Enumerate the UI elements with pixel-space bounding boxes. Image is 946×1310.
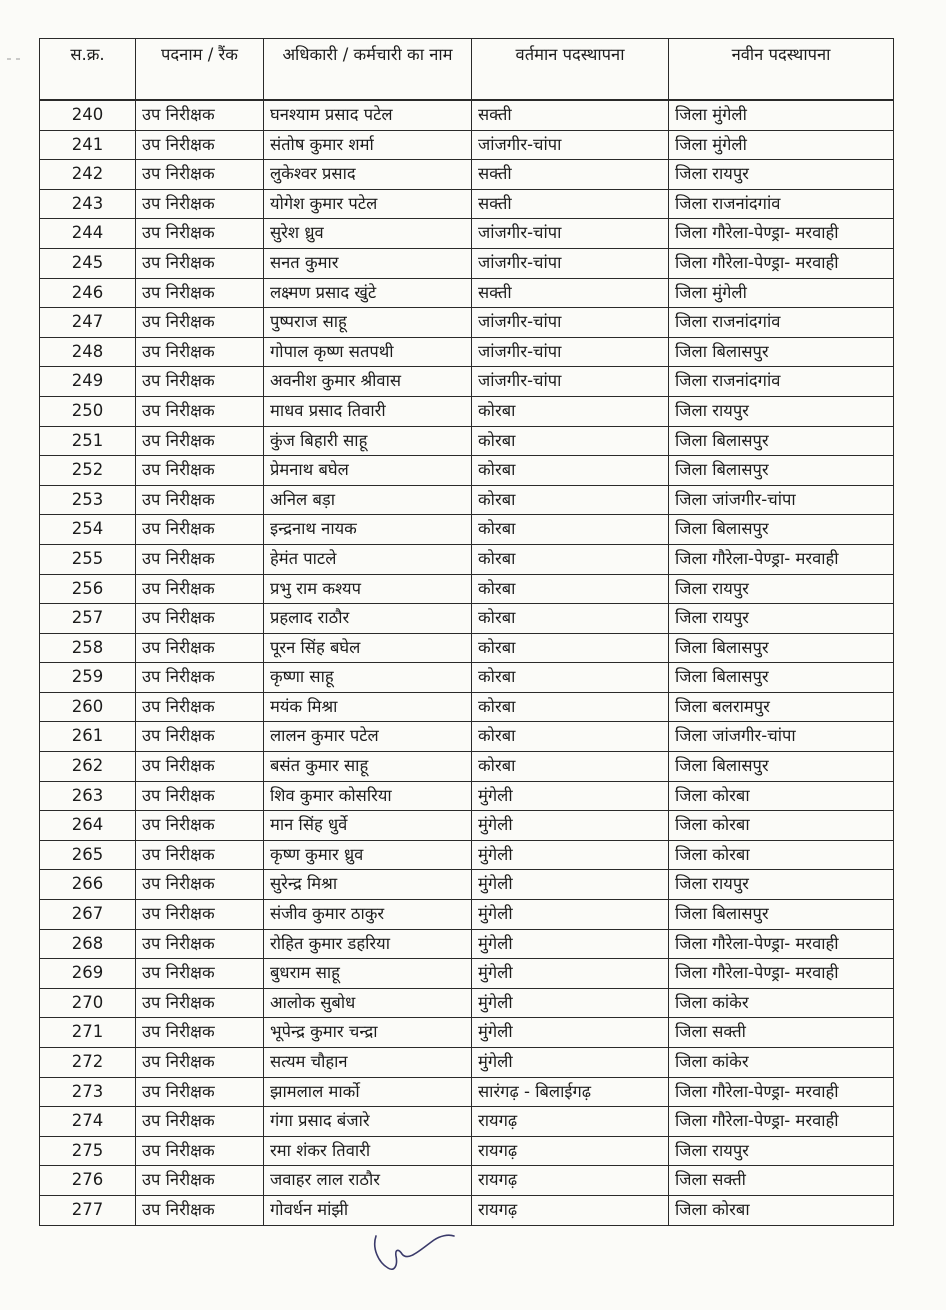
name-cell: कुंज बिहारी साहू bbox=[264, 426, 472, 456]
serial-cell: 265 bbox=[40, 840, 136, 870]
new-posting-cell: जिला बिलासपुर bbox=[669, 456, 894, 486]
header-row bbox=[40, 39, 894, 101]
table-row bbox=[40, 219, 894, 249]
name-cell: मान सिंह धुर्वे bbox=[264, 811, 472, 841]
table-row bbox=[40, 248, 894, 278]
serial-cell: 245 bbox=[40, 248, 136, 278]
rank-cell: उप निरीक्षक bbox=[136, 278, 264, 308]
new-posting-cell: जिला गौरेला-पेण्ड्रा- मरवाही bbox=[669, 544, 894, 574]
table-row bbox=[40, 367, 894, 397]
new-posting-cell: जिला कांकेर bbox=[669, 1048, 894, 1078]
rank-cell: उप निरीक्षक bbox=[136, 367, 264, 397]
table-row bbox=[40, 160, 894, 190]
new-posting-cell: जिला राजनांदगांव bbox=[669, 367, 894, 397]
table-row bbox=[40, 278, 894, 308]
serial-cell: 272 bbox=[40, 1048, 136, 1078]
table-row bbox=[40, 840, 894, 870]
header-serial: स.क्र. bbox=[40, 39, 136, 101]
name-cell: पुष्पराज साहू bbox=[264, 308, 472, 338]
new-posting-cell: जिला बिलासपुर bbox=[669, 663, 894, 693]
current-posting-cell: मुंगेली bbox=[472, 1048, 669, 1078]
table-row bbox=[40, 544, 894, 574]
new-posting-cell: जिला बिलासपुर bbox=[669, 515, 894, 545]
table-row bbox=[40, 1018, 894, 1048]
serial-cell: 249 bbox=[40, 367, 136, 397]
serial-cell: 267 bbox=[40, 900, 136, 930]
serial-cell: 256 bbox=[40, 574, 136, 604]
name-cell: लुकेश्वर प्रसाद bbox=[264, 160, 472, 190]
current-posting-cell: रायगढ़ bbox=[472, 1195, 669, 1225]
serial-cell: 257 bbox=[40, 604, 136, 634]
rank-cell: उप निरीक्षक bbox=[136, 1077, 264, 1107]
table-row bbox=[40, 515, 894, 545]
scan-mark bbox=[6, 56, 26, 62]
new-posting-cell: जिला गौरेला-पेण्ड्रा- मरवाही bbox=[669, 1077, 894, 1107]
rank-cell: उप निरीक्षक bbox=[136, 840, 264, 870]
table-row bbox=[40, 189, 894, 219]
signature-mark bbox=[368, 1228, 458, 1280]
table-row bbox=[40, 722, 894, 752]
name-cell: पूरन सिंह बघेल bbox=[264, 633, 472, 663]
new-posting-cell: जिला रायपुर bbox=[669, 396, 894, 426]
current-posting-cell: रायगढ़ bbox=[472, 1107, 669, 1137]
current-posting-cell: मुंगेली bbox=[472, 988, 669, 1018]
current-posting-cell: सारंगढ़ - बिलाईगढ़ bbox=[472, 1077, 669, 1107]
new-posting-cell: जिला मुंगेली bbox=[669, 100, 894, 130]
current-posting-cell: सक्ती bbox=[472, 100, 669, 130]
serial-cell: 260 bbox=[40, 692, 136, 722]
new-posting-cell: जिला रायपुर bbox=[669, 1136, 894, 1166]
rank-cell: उप निरीक्षक bbox=[136, 100, 264, 130]
current-posting-cell: रायगढ़ bbox=[472, 1136, 669, 1166]
serial-cell: 275 bbox=[40, 1136, 136, 1166]
rank-cell: उप निरीक्षक bbox=[136, 1166, 264, 1196]
table-row bbox=[40, 426, 894, 456]
name-cell: लक्ष्मण प्रसाद खुंटे bbox=[264, 278, 472, 308]
new-posting-cell: जिला गौरेला-पेण्ड्रा- मरवाही bbox=[669, 1107, 894, 1137]
table-row bbox=[40, 1166, 894, 1196]
rank-cell: उप निरीक्षक bbox=[136, 663, 264, 693]
name-cell: संतोष कुमार शर्मा bbox=[264, 130, 472, 160]
name-cell: प्रहलाद राठौर bbox=[264, 604, 472, 634]
new-posting-cell: जिला रायपुर bbox=[669, 574, 894, 604]
rank-cell: उप निरीक्षक bbox=[136, 1136, 264, 1166]
rank-cell: उप निरीक्षक bbox=[136, 1048, 264, 1078]
name-cell: गोवर्धन मांझी bbox=[264, 1195, 472, 1225]
table-row bbox=[40, 633, 894, 663]
name-cell: अनिल बड़ा bbox=[264, 485, 472, 515]
name-cell: अवनीश कुमार श्रीवास bbox=[264, 367, 472, 397]
serial-cell: 252 bbox=[40, 456, 136, 486]
current-posting-cell: जांजगीर-चांपा bbox=[472, 130, 669, 160]
name-cell: कृष्ण कुमार ध्रुव bbox=[264, 840, 472, 870]
table-row bbox=[40, 692, 894, 722]
serial-cell: 271 bbox=[40, 1018, 136, 1048]
serial-cell: 261 bbox=[40, 722, 136, 752]
new-posting-cell: जिला बिलासपुर bbox=[669, 337, 894, 367]
name-cell: सुरेश ध्रुव bbox=[264, 219, 472, 249]
rank-cell: उप निरीक्षक bbox=[136, 692, 264, 722]
rank-cell: उप निरीक्षक bbox=[136, 396, 264, 426]
rank-cell: उप निरीक्षक bbox=[136, 456, 264, 486]
table-row bbox=[40, 1077, 894, 1107]
serial-cell: 258 bbox=[40, 633, 136, 663]
serial-cell: 264 bbox=[40, 811, 136, 841]
rank-cell: उप निरीक्षक bbox=[136, 130, 264, 160]
name-cell: हेमंत पाटले bbox=[264, 544, 472, 574]
rank-cell: उप निरीक्षक bbox=[136, 308, 264, 338]
serial-cell: 247 bbox=[40, 308, 136, 338]
current-posting-cell: कोरबा bbox=[472, 604, 669, 634]
name-cell: बुधराम साहू bbox=[264, 959, 472, 989]
serial-cell: 263 bbox=[40, 781, 136, 811]
current-posting-cell: कोरबा bbox=[472, 692, 669, 722]
current-posting-cell: सक्ती bbox=[472, 189, 669, 219]
rank-cell: उप निरीक्षक bbox=[136, 485, 264, 515]
new-posting-cell: जिला कोरबा bbox=[669, 781, 894, 811]
rank-cell: उप निरीक्षक bbox=[136, 870, 264, 900]
name-cell: भूपेन्द्र कुमार चन्द्रा bbox=[264, 1018, 472, 1048]
rank-cell: उप निरीक्षक bbox=[136, 1107, 264, 1137]
transfer-table bbox=[39, 38, 894, 1226]
rank-cell: उप निरीक्षक bbox=[136, 781, 264, 811]
current-posting-cell: जांजगीर-चांपा bbox=[472, 219, 669, 249]
name-cell: झामलाल मार्को bbox=[264, 1077, 472, 1107]
current-posting-cell: मुंगेली bbox=[472, 929, 669, 959]
table-row bbox=[40, 811, 894, 841]
new-posting-cell: जिला बिलासपुर bbox=[669, 633, 894, 663]
rank-cell: उप निरीक्षक bbox=[136, 1018, 264, 1048]
new-posting-cell: जिला गौरेला-पेण्ड्रा- मरवाही bbox=[669, 929, 894, 959]
name-cell: गंगा प्रसाद बंजारे bbox=[264, 1107, 472, 1137]
current-posting-cell: जांजगीर-चांपा bbox=[472, 248, 669, 278]
current-posting-cell: मुंगेली bbox=[472, 900, 669, 930]
serial-cell: 253 bbox=[40, 485, 136, 515]
name-cell: कृष्णा साहू bbox=[264, 663, 472, 693]
serial-cell: 269 bbox=[40, 959, 136, 989]
table-row bbox=[40, 1195, 894, 1225]
serial-cell: 255 bbox=[40, 544, 136, 574]
new-posting-cell: जिला जांजगीर-चांपा bbox=[669, 722, 894, 752]
rank-cell: उप निरीक्षक bbox=[136, 633, 264, 663]
new-posting-cell: जिला रायपुर bbox=[669, 870, 894, 900]
table-row bbox=[40, 663, 894, 693]
table-row bbox=[40, 456, 894, 486]
table-header bbox=[40, 39, 894, 101]
table-row bbox=[40, 308, 894, 338]
new-posting-cell: जिला सक्ती bbox=[669, 1166, 894, 1196]
serial-cell: 246 bbox=[40, 278, 136, 308]
current-posting-cell: कोरबा bbox=[472, 574, 669, 604]
current-posting-cell: सक्ती bbox=[472, 160, 669, 190]
table-row bbox=[40, 1048, 894, 1078]
name-cell: इन्द्रनाथ नायक bbox=[264, 515, 472, 545]
serial-cell: 254 bbox=[40, 515, 136, 545]
new-posting-cell: जिला बिलासपुर bbox=[669, 900, 894, 930]
current-posting-cell: कोरबा bbox=[472, 485, 669, 515]
header-current-posting: वर्तमान पदस्थापना bbox=[472, 39, 669, 101]
name-cell: शिव कुमार कोसरिया bbox=[264, 781, 472, 811]
table-row bbox=[40, 870, 894, 900]
name-cell: संजीव कुमार ठाकुर bbox=[264, 900, 472, 930]
current-posting-cell: कोरबा bbox=[472, 633, 669, 663]
rank-cell: उप निरीक्षक bbox=[136, 426, 264, 456]
new-posting-cell: जिला राजनांदगांव bbox=[669, 308, 894, 338]
table-row bbox=[40, 988, 894, 1018]
name-cell: रमा शंकर तिवारी bbox=[264, 1136, 472, 1166]
serial-cell: 242 bbox=[40, 160, 136, 190]
new-posting-cell: जिला कोरबा bbox=[669, 840, 894, 870]
rank-cell: उप निरीक्षक bbox=[136, 929, 264, 959]
rank-cell: उप निरीक्षक bbox=[136, 988, 264, 1018]
serial-cell: 259 bbox=[40, 663, 136, 693]
name-cell: गोपाल कृष्ण सतपथी bbox=[264, 337, 472, 367]
table-row bbox=[40, 100, 894, 130]
rank-cell: उप निरीक्षक bbox=[136, 189, 264, 219]
rank-cell: उप निरीक्षक bbox=[136, 1195, 264, 1225]
name-cell: बसंत कुमार साहू bbox=[264, 752, 472, 782]
table-row bbox=[40, 574, 894, 604]
serial-cell: 273 bbox=[40, 1077, 136, 1107]
current-posting-cell: कोरबा bbox=[472, 544, 669, 574]
name-cell: आलोक सुबोध bbox=[264, 988, 472, 1018]
table-row bbox=[40, 752, 894, 782]
current-posting-cell: मुंगेली bbox=[472, 840, 669, 870]
current-posting-cell: कोरबा bbox=[472, 722, 669, 752]
serial-cell: 270 bbox=[40, 988, 136, 1018]
rank-cell: उप निरीक्षक bbox=[136, 811, 264, 841]
rank-cell: उप निरीक्षक bbox=[136, 604, 264, 634]
current-posting-cell: कोरबा bbox=[472, 426, 669, 456]
serial-cell: 276 bbox=[40, 1166, 136, 1196]
serial-cell: 251 bbox=[40, 426, 136, 456]
new-posting-cell: जिला मुंगेली bbox=[669, 278, 894, 308]
current-posting-cell: कोरबा bbox=[472, 515, 669, 545]
table-row bbox=[40, 130, 894, 160]
current-posting-cell: रायगढ़ bbox=[472, 1166, 669, 1196]
new-posting-cell: जिला गौरेला-पेण्ड्रा- मरवाही bbox=[669, 959, 894, 989]
serial-cell: 266 bbox=[40, 870, 136, 900]
name-cell: लालन कुमार पटेल bbox=[264, 722, 472, 752]
new-posting-cell: जिला बिलासपुर bbox=[669, 752, 894, 782]
current-posting-cell: मुंगेली bbox=[472, 781, 669, 811]
rank-cell: उप निरीक्षक bbox=[136, 752, 264, 782]
serial-cell: 248 bbox=[40, 337, 136, 367]
serial-cell: 241 bbox=[40, 130, 136, 160]
header-name: अधिकारी / कर्मचारी का नाम bbox=[264, 39, 472, 101]
current-posting-cell: जांजगीर-चांपा bbox=[472, 308, 669, 338]
table-row bbox=[40, 929, 894, 959]
table-row bbox=[40, 781, 894, 811]
name-cell: जवाहर लाल राठौर bbox=[264, 1166, 472, 1196]
serial-cell: 244 bbox=[40, 219, 136, 249]
new-posting-cell: जिला रायपुर bbox=[669, 160, 894, 190]
current-posting-cell: मुंगेली bbox=[472, 959, 669, 989]
header-rank: पदनाम / रैंक bbox=[136, 39, 264, 101]
current-posting-cell: मुंगेली bbox=[472, 811, 669, 841]
current-posting-cell: कोरबा bbox=[472, 752, 669, 782]
table-row bbox=[40, 485, 894, 515]
rank-cell: उप निरीक्षक bbox=[136, 959, 264, 989]
current-posting-cell: कोरबा bbox=[472, 456, 669, 486]
name-cell: सनत कुमार bbox=[264, 248, 472, 278]
new-posting-cell: जिला रायपुर bbox=[669, 604, 894, 634]
table-row bbox=[40, 1107, 894, 1137]
new-posting-cell: जिला गौरेला-पेण्ड्रा- मरवाही bbox=[669, 248, 894, 278]
current-posting-cell: कोरबा bbox=[472, 663, 669, 693]
serial-cell: 262 bbox=[40, 752, 136, 782]
serial-cell: 240 bbox=[40, 100, 136, 130]
rank-cell: उप निरीक्षक bbox=[136, 574, 264, 604]
name-cell: मयंक मिश्रा bbox=[264, 692, 472, 722]
serial-cell: 250 bbox=[40, 396, 136, 426]
table-row bbox=[40, 396, 894, 426]
name-cell: प्रेमनाथ बघेल bbox=[264, 456, 472, 486]
rank-cell: उप निरीक्षक bbox=[136, 337, 264, 367]
new-posting-cell: जिला बिलासपुर bbox=[669, 426, 894, 456]
name-cell: माधव प्रसाद तिवारी bbox=[264, 396, 472, 426]
name-cell: रोहित कुमार डहरिया bbox=[264, 929, 472, 959]
serial-cell: 268 bbox=[40, 929, 136, 959]
header-new-posting: नवीन पदस्थापना bbox=[669, 39, 894, 101]
rank-cell: उप निरीक्षक bbox=[136, 722, 264, 752]
name-cell: सत्यम चौहान bbox=[264, 1048, 472, 1078]
rank-cell: उप निरीक्षक bbox=[136, 900, 264, 930]
table-body bbox=[40, 100, 894, 1225]
new-posting-cell: जिला मुंगेली bbox=[669, 130, 894, 160]
current-posting-cell: जांजगीर-चांपा bbox=[472, 337, 669, 367]
table-row bbox=[40, 337, 894, 367]
name-cell: सुरेन्द्र मिश्रा bbox=[264, 870, 472, 900]
rank-cell: उप निरीक्षक bbox=[136, 219, 264, 249]
rank-cell: उप निरीक्षक bbox=[136, 515, 264, 545]
name-cell: प्रभु राम कश्यप bbox=[264, 574, 472, 604]
current-posting-cell: मुंगेली bbox=[472, 1018, 669, 1048]
name-cell: घनश्याम प्रसाद पटेल bbox=[264, 100, 472, 130]
current-posting-cell: जांजगीर-चांपा bbox=[472, 367, 669, 397]
rank-cell: उप निरीक्षक bbox=[136, 544, 264, 574]
new-posting-cell: जिला गौरेला-पेण्ड्रा- मरवाही bbox=[669, 219, 894, 249]
rank-cell: उप निरीक्षक bbox=[136, 248, 264, 278]
rank-cell: उप निरीक्षक bbox=[136, 160, 264, 190]
table-row bbox=[40, 900, 894, 930]
new-posting-cell: जिला राजनांदगांव bbox=[669, 189, 894, 219]
current-posting-cell: कोरबा bbox=[472, 396, 669, 426]
new-posting-cell: जिला सक्ती bbox=[669, 1018, 894, 1048]
new-posting-cell: जिला जांजगीर-चांपा bbox=[669, 485, 894, 515]
current-posting-cell: मुंगेली bbox=[472, 870, 669, 900]
current-posting-cell: सक्ती bbox=[472, 278, 669, 308]
serial-cell: 274 bbox=[40, 1107, 136, 1137]
new-posting-cell: जिला बलरामपुर bbox=[669, 692, 894, 722]
serial-cell: 277 bbox=[40, 1195, 136, 1225]
serial-cell: 243 bbox=[40, 189, 136, 219]
table-row bbox=[40, 604, 894, 634]
table-row bbox=[40, 1136, 894, 1166]
table-row bbox=[40, 959, 894, 989]
name-cell: योगेश कुमार पटेल bbox=[264, 189, 472, 219]
new-posting-cell: जिला कांकेर bbox=[669, 988, 894, 1018]
new-posting-cell: जिला कोरबा bbox=[669, 1195, 894, 1225]
new-posting-cell: जिला कोरबा bbox=[669, 811, 894, 841]
